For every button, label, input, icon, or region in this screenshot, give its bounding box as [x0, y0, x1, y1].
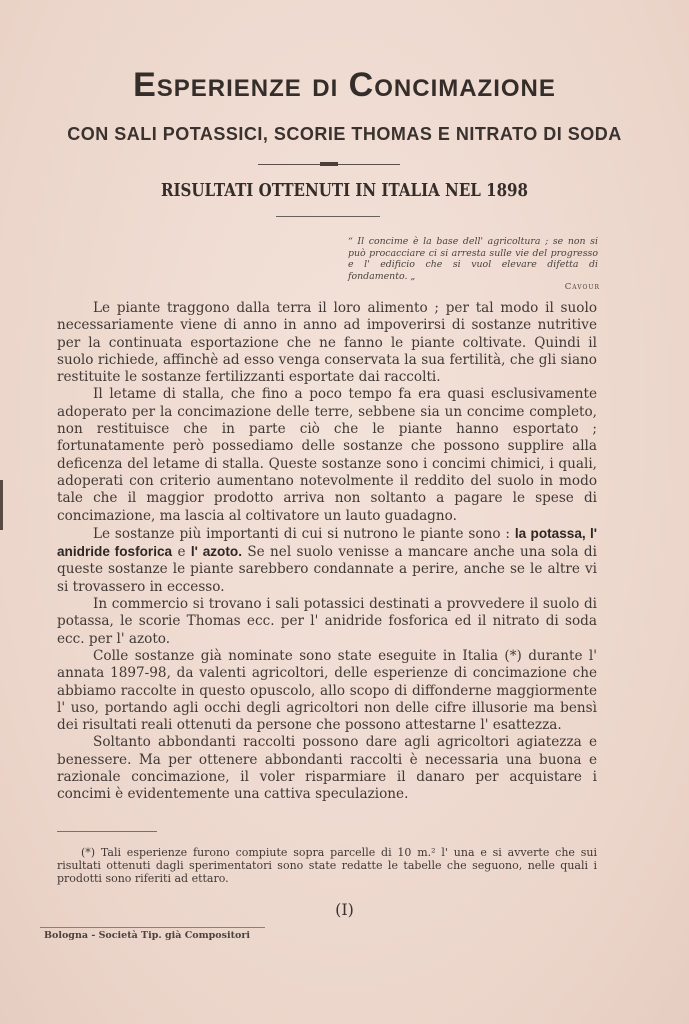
footnote-rule [57, 831, 157, 832]
body-text [57, 300, 597, 804]
epigraph-quote: “ Il concime è la base dell' agricoltura ; se non si può procacciare ci si arresta sulle vie del progresso e l' edificio che si vuol elevare difetta di fondamento. „ [348, 236, 598, 282]
heading-rule [276, 216, 380, 217]
document-title: Esperienze di Concimazione [133, 66, 556, 104]
binding-mark [0, 480, 3, 530]
paragraph-3 [57, 525, 597, 596]
ornament-dot [320, 162, 338, 166]
paragraph-6: Soltanto abbondanti raccolti possono dare agli agricoltori agiatezza e benessere. Ma per ottenere abbondanti raccolti è necessaria una buona e razionale concimazione, il voler risparmiare il danaro per acquistare i concimi è evidentemente una cattiva speculazione. [57, 734, 597, 803]
printer-rule [40, 927, 265, 928]
paragraph-3-start: Le sostanze più importanti di cui si nutrono le piante sono : [93, 525, 510, 542]
epigraph-author: Cavour [564, 282, 600, 292]
paragraph-3-end: Se nel suolo venisse a mancare anche una sola di queste sostanze le piante sarebbero condannate a perire, anche se le altre vi si trovassero in eccesso. [57, 544, 597, 595]
page-number: (I) [335, 900, 354, 919]
paragraph-3-mid: e [177, 544, 186, 561]
section-heading: RISULTATI OTTENUTI IN ITALIA NEL 1898 [160, 181, 529, 201]
paragraph-1: Le piante traggono dalla terra il loro alimento ; per tal modo il suolo necessariamente viene di anno in anno ad impoverirsi di sostanze nutritive per la continuata esportazione che ne fanno le piante coltivate. Quindi il suolo richiede, affinchè ad esso venga conservata la sua fertilità, che gli siano restituite le sostanze fertilizzanti esportate dai raccolti. [57, 300, 597, 386]
bold-azoto: l' azoto. [190, 544, 242, 560]
paragraph-4: In commercio si trovano i sali potassici destinati a provvedere il suolo di potassa, le scorie Thomas ecc. per l' anidride fosforica ed il nitrato di soda ecc. per l' azoto. [57, 596, 597, 647]
paragraph-5: Colle sostanze già nominate sono state eseguite in Italia (*) durante l' annata 1897-98, da valenti agricoltori, delle esperienze di concimazione che abbiamo raccolte in questo opuscolo, allo scopo di diffonderne maggiormente l' uso, portando agli occhi degli agricoltori non delle cifre illusorie ma bensì dei risultati reali ottenuti da persone che possono attestarne l' esattezza. [57, 647, 597, 734]
printer-imprint: Bologna - Società Tip. già Compositori [44, 930, 250, 941]
footnote [57, 846, 597, 885]
footnote-text: (*) Tali esperienze furono compiute sopra parcelle di 10 m.² l' una e si avverte che sui risultati ottenuti dagli sperimentatori sono state redatte le tabelle che seguono, nelle quali i prodotti sono riferiti ad ettaro. [57, 846, 597, 885]
bold-potassa: la potassa, l' anidride fosforica [57, 525, 597, 560]
paragraph-2: Il letame di stalla, che fino a poco tempo fa era quasi esclusivamente adoperato per la concimazione delle terre, sebbene sia un concime completo, non restituisce che in parte ciò che le piante hanno esportato ; fortunatamente però possediamo delle sostanze che possono supplire alla deficenza del letame di stalla. Queste sostanze sono i concimi chimici, i quali, adoperati con criterio aumentano notevolmente il reddito del suolo in modo tale che il maggior prodotto arriva non soltanto a pagare le spese di concimazione, ma lascia al coltivatore un lauto guadagno. [57, 386, 597, 524]
ornament-rule [258, 164, 400, 165]
document-subtitle: CON SALI POTASSICI, SCORIE THOMAS E NITRATO DI SODA [67, 124, 622, 144]
